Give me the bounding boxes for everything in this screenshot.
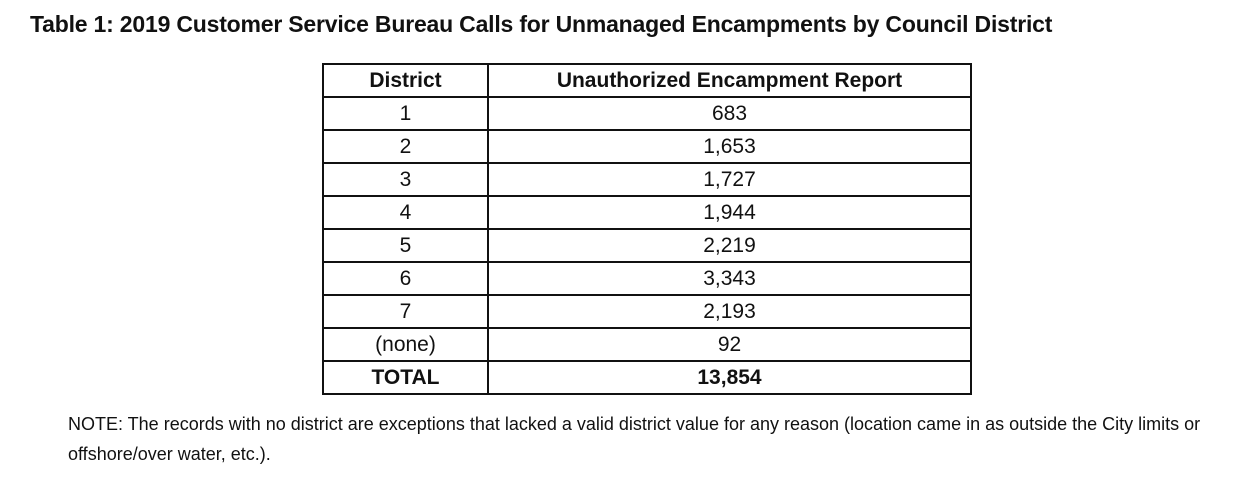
table-row	[323, 97, 971, 130]
table-row	[323, 229, 971, 262]
report-count-cell: 1,944	[488, 196, 971, 229]
report-count-cell: 683	[488, 97, 971, 130]
table-row	[323, 262, 971, 295]
table-row	[323, 328, 971, 361]
report-count-cell: 2,219	[488, 229, 971, 262]
table-header-row	[323, 64, 971, 97]
report-count-cell: 1,727	[488, 163, 971, 196]
district-cell: 2	[323, 130, 488, 163]
table-note: NOTE: The records with no district are exceptions that lacked a valid district value for any reason (location came in as outside the City limits or offshore/over water, etc.).	[68, 414, 1201, 464]
district-cell: (none)	[323, 328, 488, 361]
total-row	[323, 361, 971, 394]
encampment-table	[322, 63, 972, 395]
report-count-cell: 3,343	[488, 262, 971, 295]
district-cell: 1	[323, 97, 488, 130]
district-cell: 6	[323, 262, 488, 295]
table-title: Table 1: 2019 Customer Service Bureau Calls for Unmanaged Encampments by Council District	[30, 11, 1053, 37]
column-header-district: District	[323, 64, 488, 97]
report-count-cell: 1,653	[488, 130, 971, 163]
total-label-cell: TOTAL	[323, 361, 488, 394]
table-row	[323, 196, 971, 229]
column-header-report: Unauthorized Encampment Report	[488, 64, 971, 97]
total-value-cell: 13,854	[488, 361, 971, 394]
report-count-cell: 92	[488, 328, 971, 361]
table-row	[323, 163, 971, 196]
district-cell: 5	[323, 229, 488, 262]
table-row	[323, 130, 971, 163]
district-cell: 3	[323, 163, 488, 196]
report-count-cell: 2,193	[488, 295, 971, 328]
district-cell: 4	[323, 196, 488, 229]
district-cell: 7	[323, 295, 488, 328]
table-row	[323, 295, 971, 328]
